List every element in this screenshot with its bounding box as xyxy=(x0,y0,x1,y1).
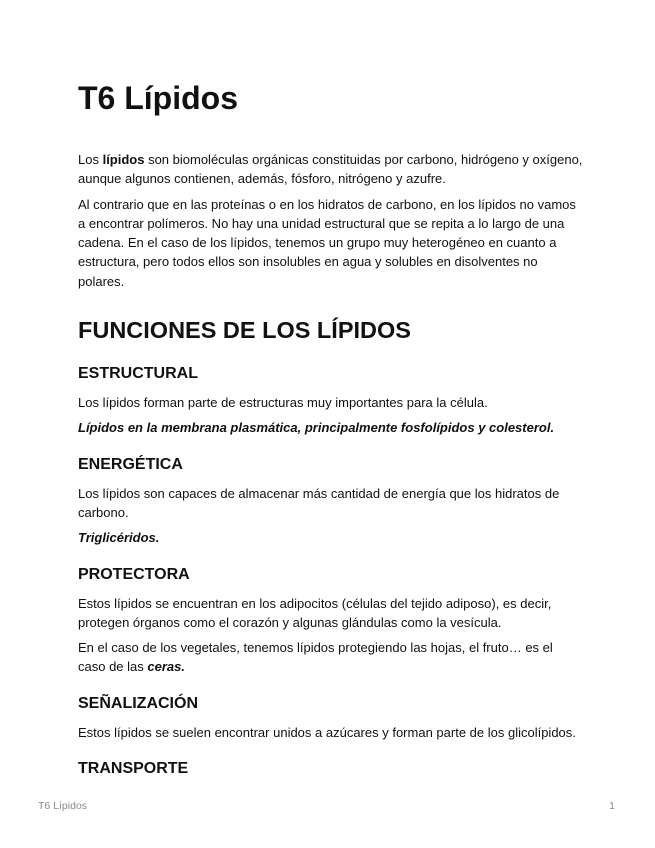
estructural-example: Lípidos en la membrana plasmática, principalmente fosfolípidos y colesterol. xyxy=(78,420,555,436)
protectora-emph-term: ceras. xyxy=(147,659,185,675)
heading-transporte: TRANSPORTE xyxy=(78,760,189,778)
heading-energetica: ENERGÉTICA xyxy=(78,455,183,473)
heading-senalizacion: SEÑALIZACIÓN xyxy=(78,694,198,712)
intro-bold-term: lípidos xyxy=(102,152,145,167)
section-title: FUNCIONES DE LOS LÍPIDOS xyxy=(78,317,411,344)
protectora-text-2 xyxy=(78,638,583,677)
energetica-example: Triglicéridos. xyxy=(78,530,160,546)
protectora-text-2-start: En el caso de los vegetales, tenemos lípidos protegiendo las hojas, el fruto… es el caso de las xyxy=(78,640,553,675)
document-page xyxy=(78,72,583,788)
heading-estructural: ESTRUCTURAL xyxy=(78,365,198,383)
intro-text-start: Los xyxy=(78,152,103,167)
footer-doc-name: T6 Lípidos xyxy=(38,800,88,812)
estructural-text: Los lípidos forman parte de estructuras muy importantes para la célula. xyxy=(78,395,488,411)
page-title: T6 Lípidos xyxy=(78,80,238,116)
footer-page-number: 1 xyxy=(609,800,615,812)
energetica-text: Los lípidos son capaces de almacenar más cantidad de energía que los hidratos de carbono. xyxy=(78,485,560,520)
heading-protectora: PROTECTORA xyxy=(78,565,190,583)
protectora-text-1: Estos lípidos se encuentran en los adipocitos (células del tejido adiposo), es decir, protegen órganos como el corazón y algunas glándulas como la vesícula. xyxy=(78,595,552,630)
intro-paragraph-1 xyxy=(78,150,583,189)
senalizacion-text: Estos lípidos se suelen encontrar unidos a azúcares y forman parte de los glicolípidos. xyxy=(78,724,576,740)
intro-text-rest: son biomoléculas orgánicas constituidas por carbono, hidrógeno y oxígeno, aunque algunos contienen, además, fósforo, nitrógeno y azufre. xyxy=(78,152,583,187)
intro-paragraph-2: Al contrario que en las proteínas o en los hidratos de carbono, en los lípidos no vamos a encontrar polímeros. No hay una unidad estructural que se repita a lo largo de una cadena. En el caso de los lípidos, tenemos un grupo muy heterogéneo en cuanto a estructura, pero todos ellos son insolubles en agua y solubles en disolventes no polares. xyxy=(78,196,576,289)
